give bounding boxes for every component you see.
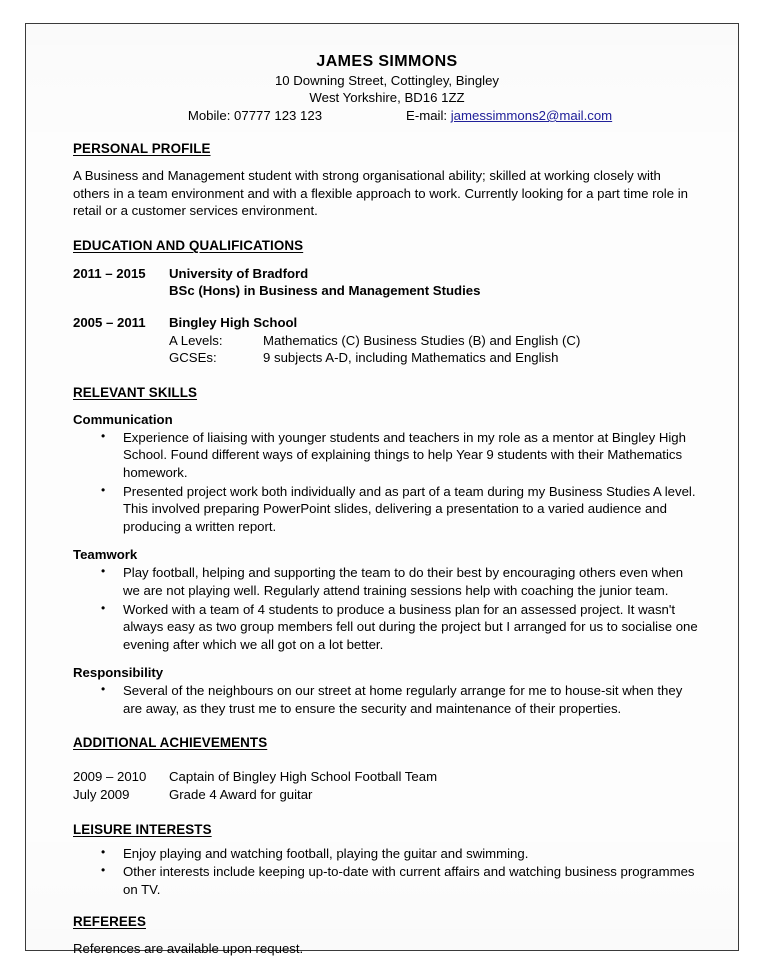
section-additional-achievements	[73, 734, 701, 803]
education-qualification: BSc (Hons) in Business and Management Studies	[169, 283, 481, 299]
list-item: • Experience of liaising with younger students and teachers in my role as a mentor at Bingley High School. Found different ways of explaining things to help Year 9 students with their Mathematics homework.	[73, 429, 701, 482]
achievement-row	[73, 768, 701, 786]
skill-group-title: Teamwork	[73, 547, 138, 563]
list-item: • Enjoy playing and watching football, playing the guitar and swimming.	[73, 845, 701, 863]
skill-group-title: Responsibility	[73, 665, 164, 681]
section-personal-profile	[73, 140, 701, 220]
education-institution: University of Bradford	[169, 265, 309, 281]
leisure-interests-heading: LEISURE INTERESTS	[73, 821, 212, 837]
qualification-value: Mathematics (C) Business Studies (B) and English (C)	[263, 332, 581, 348]
list-item: • Presented project work both individually and as part of a team during my Business Studies A level. This involved preparing PowerPoint slides, delivering a presentation to a varied audience and producing a written report.	[73, 483, 701, 536]
document-page	[25, 23, 739, 957]
email-label: E-mail:	[406, 108, 448, 123]
qualification-row	[169, 332, 701, 350]
personal-profile-heading: PERSONAL PROFILE	[73, 141, 211, 156]
qualification-row	[169, 349, 701, 367]
list-item: • Several of the neighbours on our street at home regularly arrange for me to house-sit when they are away, as they trust me to ensure the security and maintenance of their properties.	[73, 682, 701, 717]
qualification-label: A Levels:	[169, 332, 223, 348]
skill-group-title: Communication	[73, 411, 173, 427]
achievements-list	[73, 768, 701, 803]
education-heading: EDUCATION AND QUALIFICATIONS	[73, 237, 304, 253]
document-content	[73, 44, 701, 958]
education-entry-row	[73, 314, 701, 332]
education-entry	[73, 314, 701, 367]
list-item: • Play football, helping and supporting the team to do their best by encouraging others even when we are not playing well. Regularly attend training sessions help with coaching the junior team.	[73, 564, 701, 599]
achievement-row	[73, 786, 701, 804]
candidate-name: JAMES SIMMONS	[316, 53, 458, 70]
referees-text: References are available upon request.	[73, 941, 304, 957]
cv-header	[73, 53, 701, 123]
achievement-detail: Captain of Bingley High School Football Team	[169, 769, 438, 785]
address-line-1: 10 Downing Street, Cottingley, Bingley	[274, 73, 500, 88]
additional-achievements-heading: ADDITIONAL ACHIEVEMENTS	[73, 735, 268, 751]
section-referees	[73, 913, 701, 958]
qualification-value: 9 subjects A-D, including Mathematics and English	[263, 350, 559, 366]
qualification-label: GCSEs:	[169, 350, 217, 366]
achievement-date: July 2009	[73, 787, 130, 803]
contact-row	[73, 108, 701, 123]
education-entry-row	[73, 282, 701, 300]
education-date-spacer	[73, 282, 169, 300]
education-entry	[73, 265, 701, 300]
skill-bullet-list	[73, 564, 701, 653]
email-block	[406, 108, 612, 123]
leisure-bullet-list	[73, 845, 701, 899]
skill-bullet-list	[73, 429, 701, 536]
email-link[interactable]: jamessimmons2@mail.com	[450, 108, 613, 123]
section-education	[73, 237, 701, 367]
address-line-2: West Yorkshire, BD16 1ZZ	[309, 89, 465, 105]
skill-bullet-list	[73, 682, 701, 717]
education-date: 2011 – 2015	[73, 265, 146, 281]
education-entry-row	[73, 265, 701, 283]
section-leisure-interests	[73, 821, 701, 899]
mobile-number: Mobile: 07777 123 123	[187, 108, 323, 123]
list-item: • Worked with a team of 4 students to produce a business plan for an assessed project. It wasn't always easy as two group members fell out during the project but I arranged for us to socialise one evening after which we all got on a lot better.	[73, 601, 701, 654]
section-relevant-skills	[73, 384, 701, 718]
referees-heading: REFEREES	[73, 914, 146, 930]
education-institution: Bingley High School	[169, 314, 298, 330]
relevant-skills-heading: RELEVANT SKILLS	[73, 384, 198, 400]
achievement-detail: Grade 4 Award for guitar	[169, 787, 313, 803]
list-item: • Other interests include keeping up-to-date with current affairs and watching business programmes on TV.	[73, 863, 701, 898]
achievement-date: 2009 – 2010	[73, 769, 147, 785]
personal-profile-text: A Business and Management student with strong organisational ability; skilled at working closely with others in a team environment and with a flexible approach to work. Currently looking for a part time role in retail or a customer services environment.	[73, 168, 688, 219]
education-date: 2005 – 2011	[73, 314, 146, 330]
